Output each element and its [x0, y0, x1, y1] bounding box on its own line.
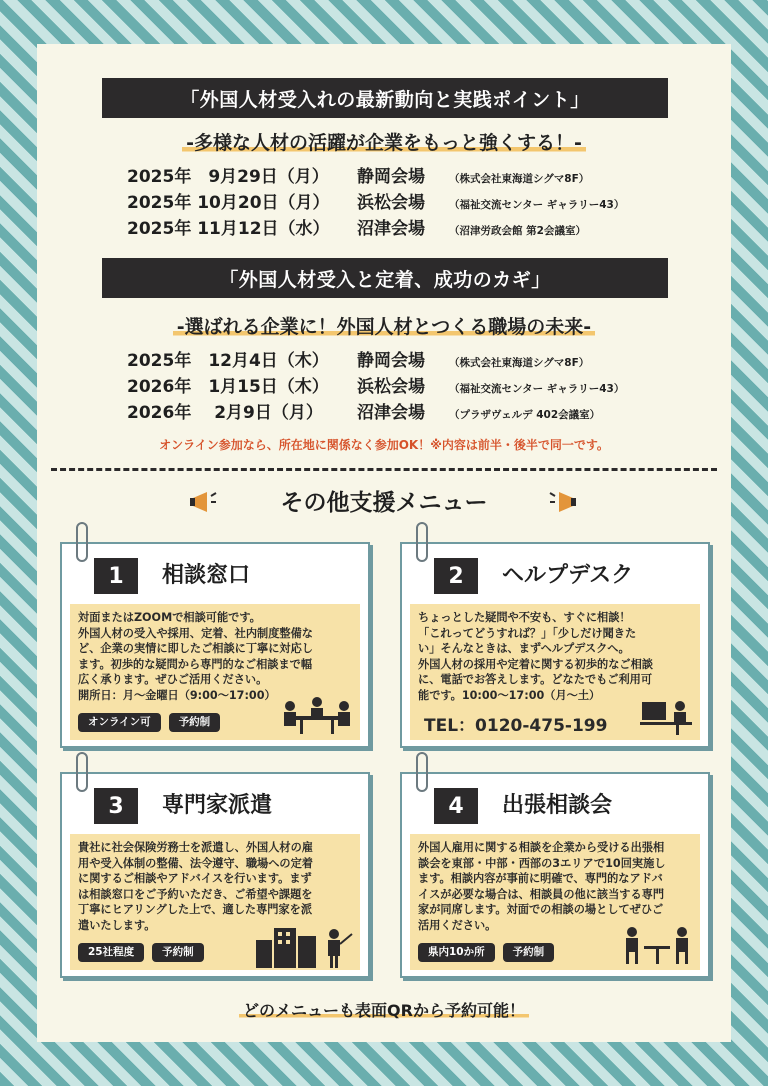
card-number: 3: [94, 788, 138, 824]
consultation-illustration-icon: [620, 924, 694, 966]
seminar1-schedule: [127, 162, 717, 240]
seminar2-title: 「外国人材受入と定着、成功のカギ」: [102, 258, 668, 298]
card-body: ちょっとした疑問や不安も、すぐに相談！ 「これってどうすれば？」「少しだけ聞きた い」そんなときは、まずヘルプデスクへ。 外国人材の採用や定着に関する初歩的なご相談 に、電話でお答えします。どなたでもご利用可 能です。10:00～17:00（月～土） TEL：0120-475-199: [410, 604, 700, 740]
card-body: 貴社に社会保険労務士を派遣し、外国人材の雇 用や受入体制の整備、法令遵守、職場への定着 に関するご相談やアドバイスを行います。まず は相談窓口をご予約いただき、ご希望や課題を 丁寧にヒアリングした上で、適した専門家を派 遣いたします。 25社程度 予約制: [70, 834, 360, 970]
flyer-sheet: [37, 44, 731, 1042]
megaphone-icon: [549, 490, 577, 514]
footer-note: どのメニューも表面QRから予約可能！: [37, 998, 731, 1021]
seminar2-subtitle: -選ばれる企業に！外国人材とつくる職場の未来-: [37, 312, 731, 339]
card-number: 1: [94, 558, 138, 594]
card-body: 対面またはZOOMで相談可能です。 外国人材の受入や採用、定着、社内制度整備な ど、企業の実情に即したご相談に丁寧に対応し ます。初歩的な疑問から専門的なご相談まで幅 広く承ります。ぜひご活用ください。 開所日：月～金曜日（9:00～17:00） オンライン可 予約制: [70, 604, 360, 740]
card-title: ヘルプデスク: [502, 563, 634, 588]
card-body: 外国人雇用に関する相談を企業から受ける出張相 談会を東部・中部・西部の3エリアで10回実施し ます。相談内容が事前に明確で、専門的なアドバ イスが必要な場合は、相談員の他に該当する専門 家が同席します。対面での相談の場としてぜひご 活用ください。 県内10か所 予約制: [410, 834, 700, 970]
tag-badge: 予約制: [503, 943, 555, 963]
tag-badge: 県内10か所: [418, 943, 495, 963]
seminar1-subtitle: -多様な人材の活躍が企業をもっと強くする！-: [37, 128, 731, 155]
dashed-divider: [51, 468, 717, 471]
card-title: 相談窓口: [162, 563, 251, 588]
online-note: オンライン参加なら、所在地に関係なく参加OK！※内容は前半・後半で同一です。: [159, 438, 609, 452]
seminar2-schedule: [127, 346, 717, 424]
session-row: 2026年 1月15日（木） 浜松会場 （福祉交流センター ギャラリー43）: [127, 377, 625, 397]
tag-badge: 25社程度: [78, 943, 144, 963]
card-title: 出張相談会: [502, 793, 613, 818]
menu-card-consultation: [60, 542, 370, 748]
session-row: 2025年 10月20日（月） 浜松会場 （福祉交流センター ギャラリー43）: [127, 193, 625, 213]
menu-title: その他支援メニュー: [280, 490, 488, 516]
seminar1-title: 「外国人材受入れの最新動向と実践ポイント」: [102, 78, 668, 118]
session-row: 2025年 12月4日（木） 静岡会場 （株式会社東海道シグマ8F）: [127, 351, 590, 371]
paperclip-icon: [76, 752, 88, 792]
session-row: 2025年 9月29日（月） 静岡会場 （株式会社東海道シグマ8F）: [127, 167, 590, 187]
session-row: 2026年 2月9日（月） 沼津会場 （プラザヴェルデ 402会議室）: [127, 403, 601, 423]
card-title: 専門家派遣: [162, 793, 273, 818]
tag-badge: 予約制: [152, 943, 204, 963]
tag-badge: オンライン可: [78, 713, 161, 733]
menu-card-onsite-session: [400, 772, 710, 978]
tag-badge: 予約制: [169, 713, 221, 733]
paperclip-icon: [416, 752, 428, 792]
helpdesk-tel: TEL：0120-475-199: [424, 715, 608, 736]
meeting-illustration-icon: [280, 694, 354, 736]
paperclip-icon: [416, 522, 428, 562]
menu-card-expert-dispatch: [60, 772, 370, 978]
session-row: 2025年 11月12日（水） 沼津会場 （沼津労政会館 第2会議室）: [127, 219, 586, 239]
card-number: 4: [434, 788, 478, 824]
card-number: 2: [434, 558, 478, 594]
office-building-icon: [254, 924, 354, 968]
paperclip-icon: [76, 522, 88, 562]
menu-card-helpdesk: [400, 542, 710, 748]
computer-desk-icon: [638, 694, 694, 736]
